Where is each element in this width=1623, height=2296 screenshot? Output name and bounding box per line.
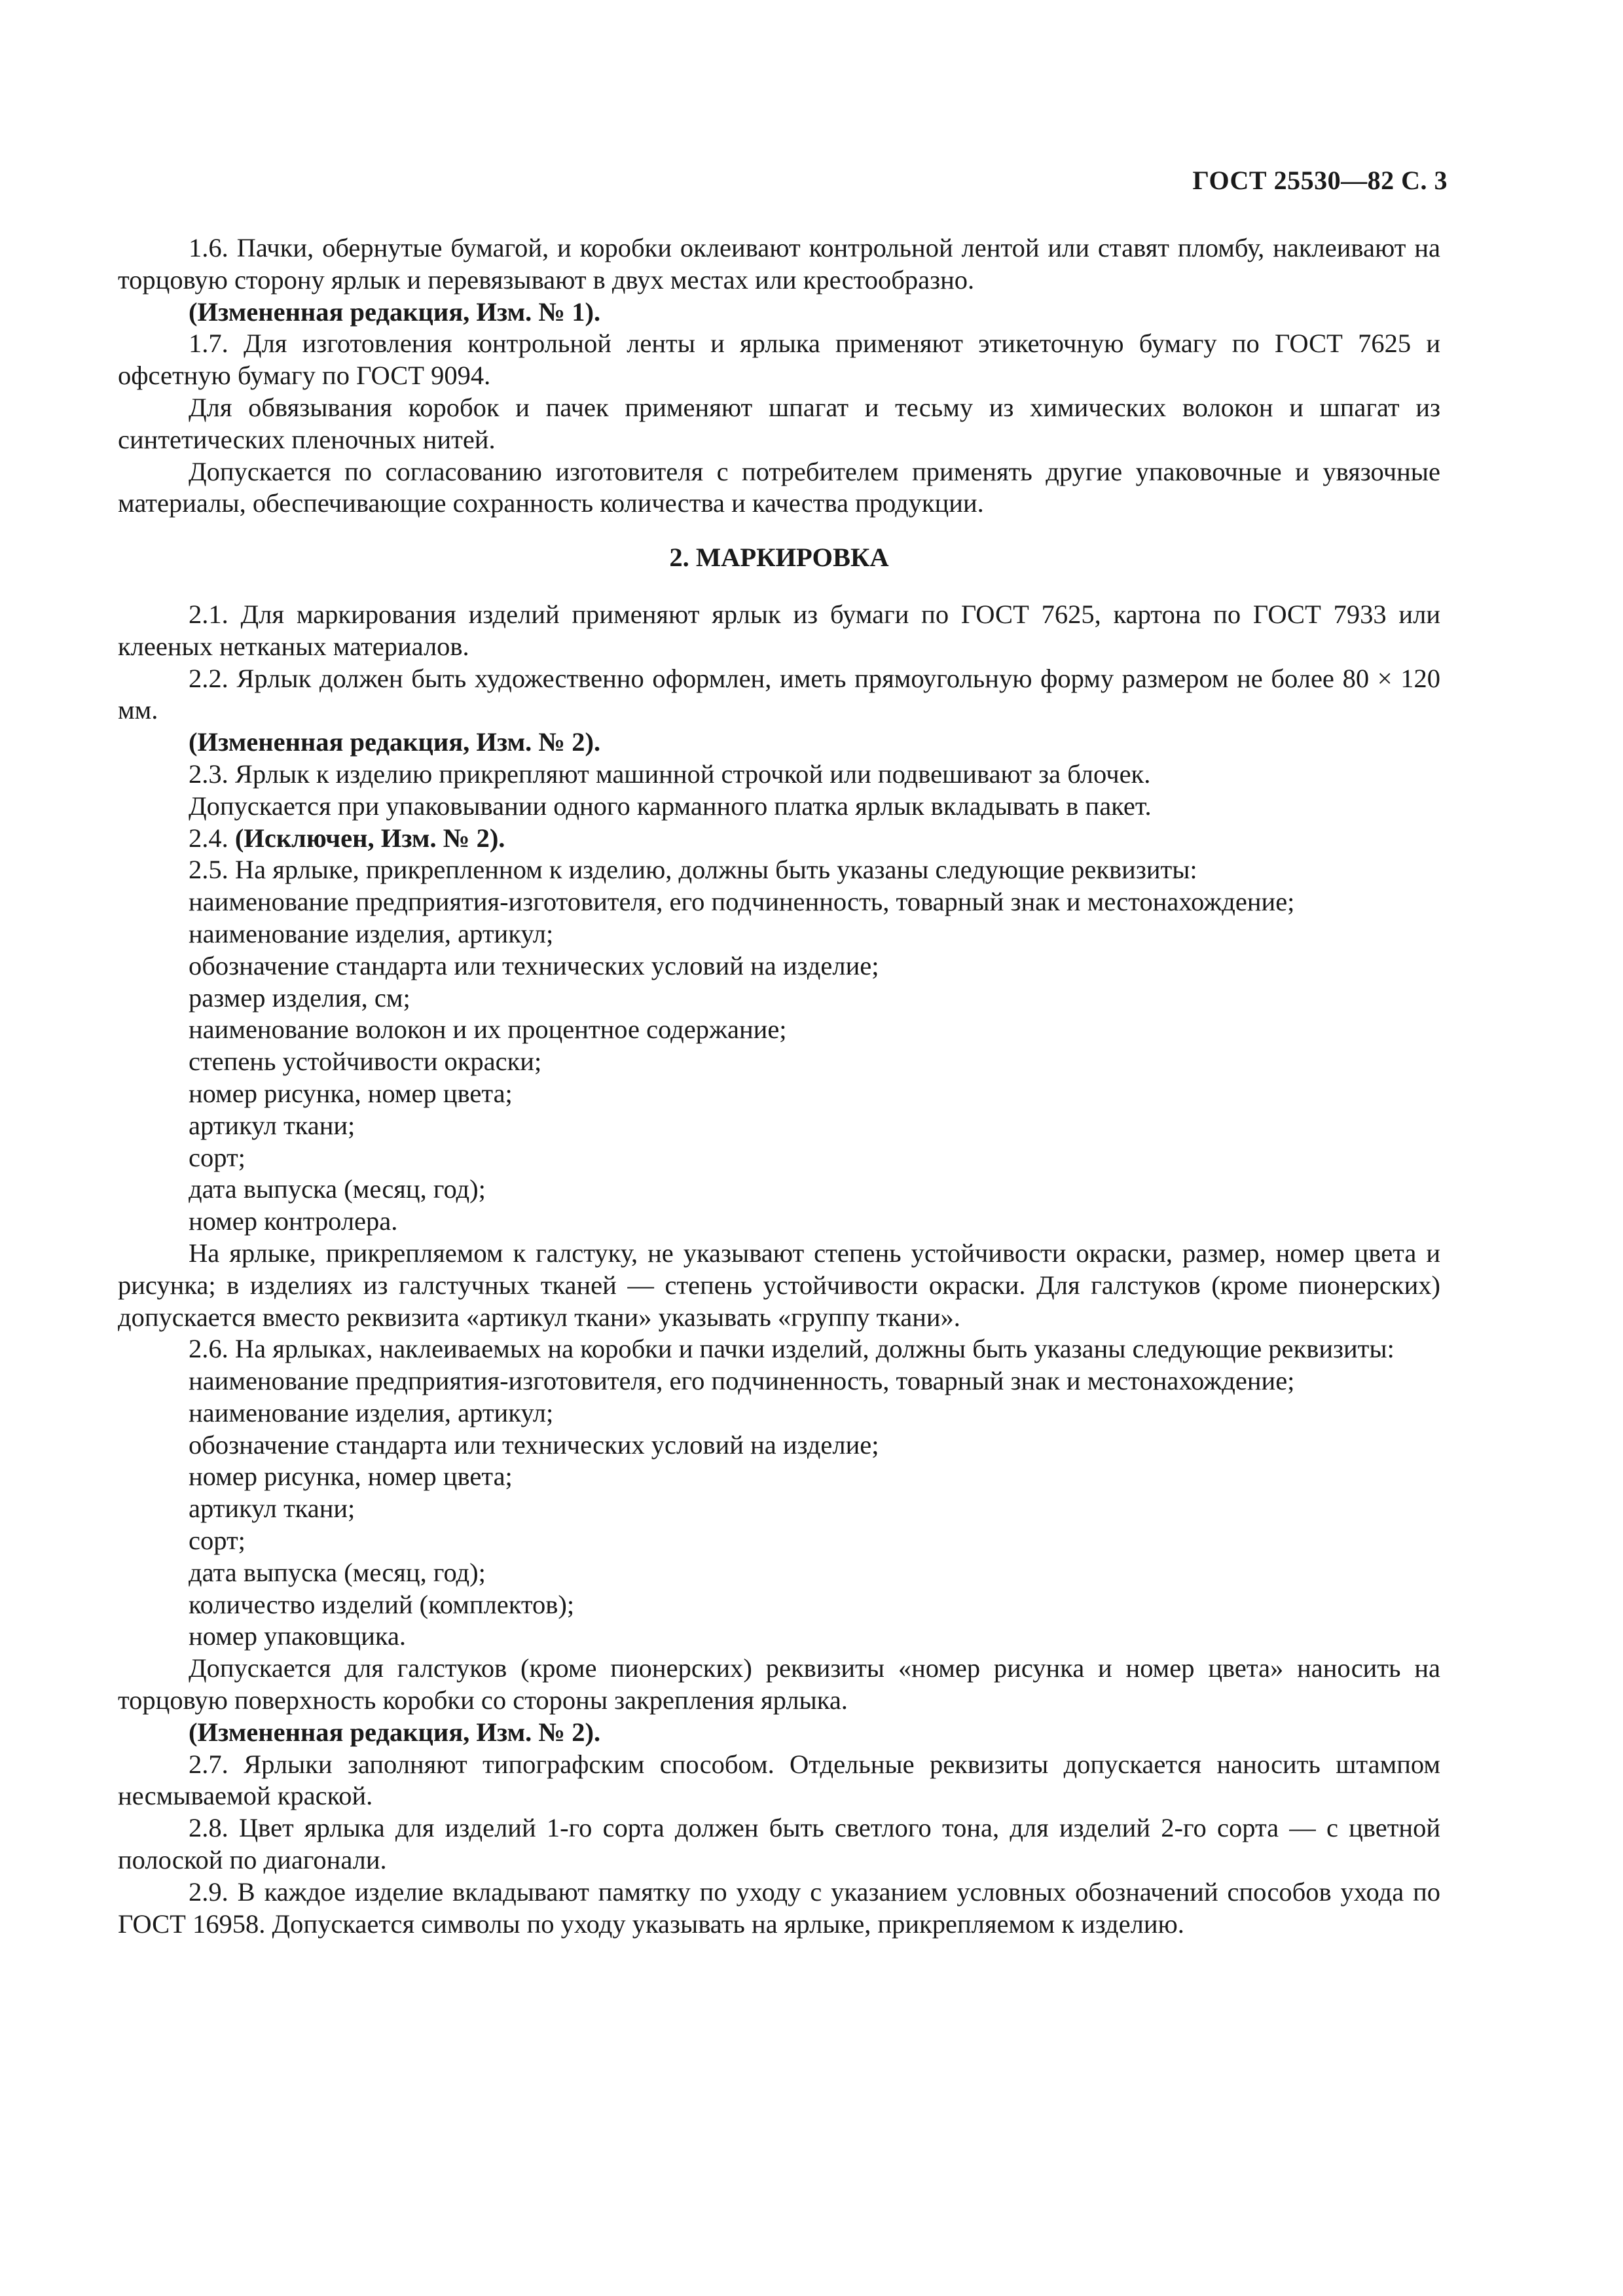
list-item: номер рисунка, номер цвета; [189, 1462, 513, 1492]
list-item: номер контролера. [189, 1206, 398, 1236]
paragraph-2-4-number: 2.4. [189, 823, 228, 853]
list-item: артикул ткани; [189, 1494, 356, 1524]
document-body [118, 232, 1440, 1940]
paragraph-2-6-tie-requisites: Допускается для галстуков (кроме пионерских) реквизиты «номер рисунка и номер цвета» наносить на торцовую поверхность коробки со стороны закрепления ярлыка. [118, 1653, 1440, 1715]
list-item: наименование изделия, артикул; [189, 1397, 554, 1427]
list-item: степень устойчивости окраски; [189, 1047, 542, 1077]
paragraph-1-6: 1.6. Пачки, обернутые бумагой, и коробки оклеивают контрольной лентой или ставят пломбу, наклеивают на торцовую сторону ярлык и перевязывают в двух местах или крестообразно. [118, 233, 1440, 295]
paragraph-2-5-tie-labels: На ярлыке, прикрепляемом к галстуку, не указывают степень устойчивости окраски, размер, номер цвета и рисунка; в изделиях из галстучных тканей — степень устойчивости окраски. Для галстуков (кроме пионерских) допускается вместо реквизита «артикул ткани» указывать «группу ткани». [118, 1238, 1440, 1332]
list-item: артикул ткани; [189, 1110, 356, 1140]
list-item: обозначение стандарта или технических условий на изделие; [189, 950, 879, 980]
list-item: номер упаковщика. [189, 1621, 407, 1651]
list-item: сорт; [189, 1526, 246, 1556]
paragraph-2-9: 2.9. В каждое изделие вкладывают памятку по уходу с указанием условных обозначений способов ухода по ГОСТ 16958. Допускается символы по уходу указывать на ярлыке, прикрепляемом к изделию. [118, 1876, 1440, 1939]
paragraph-2-3-allowance: Допускается при упаковывании одного карманного платка ярлык вкладывать в пакет. [189, 791, 1152, 821]
list-item: обозначение стандарта или технических условий на изделие; [189, 1429, 879, 1460]
paragraph-2-2: 2.2. Ярлык должен быть художественно оформлен, иметь прямоугольную форму размером не более 80 × 120 мм. [118, 663, 1440, 725]
paragraph-2-3: 2.3. Ярлык к изделию прикрепляют машинной строчкой или подвешивают за блочек. [189, 759, 1151, 789]
paragraph-2-6: 2.6. На ярлыках, наклеиваемых на коробки и пачки изделий, должны быть указаны следующие реквизиты: [189, 1334, 1395, 1364]
list-item: наименование предприятия-изготовителя, его подчиненность, товарный знак и местонахождение; [189, 887, 1295, 917]
amendment-note-1-6: (Измененная редакция, Изм. № 1). [189, 296, 601, 327]
paragraph-1-7-other-materials: Допускается по согласованию изготовителя с потребителем применять другие упаковочные и увязочные материалы, обеспечивающие сохранность количества и качества продукции. [118, 456, 1440, 518]
list-item: размер изделия, см; [189, 982, 410, 1013]
list-item: сорт; [189, 1142, 246, 1172]
amendment-note-2-2: (Измененная редакция, Изм. № 2). [189, 727, 601, 757]
list-item: наименование предприятия-изготовителя, его подчиненность, товарный знак и местонахождение; [189, 1366, 1295, 1396]
list-item: дата выпуска (месяц, год); [189, 1557, 486, 1587]
paragraph-2-8: 2.8. Цвет ярлыка для изделий 1-го сорта должен быть светлого тона, для изделий 2-го сорта — с цветной полоской по диагонали. [118, 1813, 1440, 1875]
list-item: дата выпуска (месяц, год); [189, 1174, 486, 1204]
paragraph-1-7: 1.7. Для изготовления контрольной ленты и ярлыка применяют этикеточную бумагу по ГОСТ 7625 и офсетную бумагу по ГОСТ 9094. [118, 329, 1440, 391]
list-item: номер рисунка, номер цвета; [189, 1078, 513, 1108]
paragraph-2-1: 2.1. Для маркирования изделий применяют ярлык из бумаги по ГОСТ 7625, картона по ГОСТ 7933 или клееных нетканых материалов. [118, 599, 1440, 661]
page-header: ГОСТ 25530—82 С. 3 [1192, 166, 1448, 195]
paragraph-1-7-binding-materials: Для обвязывания коробок и пачек применяют шпагат и тесьму из химических волокон и шпагат из синтетических пленочных нитей. [118, 392, 1440, 454]
list-item: наименование волокон и их процентное содержание; [189, 1014, 787, 1045]
amendment-note-2-6: (Измененная редакция, Изм. № 2). [189, 1717, 601, 1747]
list-item: количество изделий (комплектов); [189, 1589, 575, 1619]
section-title-marking: 2. МАРКИРОВКА [669, 543, 889, 573]
paragraph-2-4 [118, 823, 1440, 855]
paragraph-2-4-excluded-note: (Исключен, Изм. № 2). [234, 823, 505, 853]
paragraph-2-5: 2.5. На ярлыке, прикрепленном к изделию, должны быть указаны следующие реквизиты: [189, 855, 1197, 885]
paragraph-2-7: 2.7. Ярлыки заполняют типографским способом. Отдельные реквизиты допускается наносить штампом несмываемой краской. [118, 1749, 1440, 1811]
list-item: наименование изделия, артикул; [189, 918, 554, 948]
